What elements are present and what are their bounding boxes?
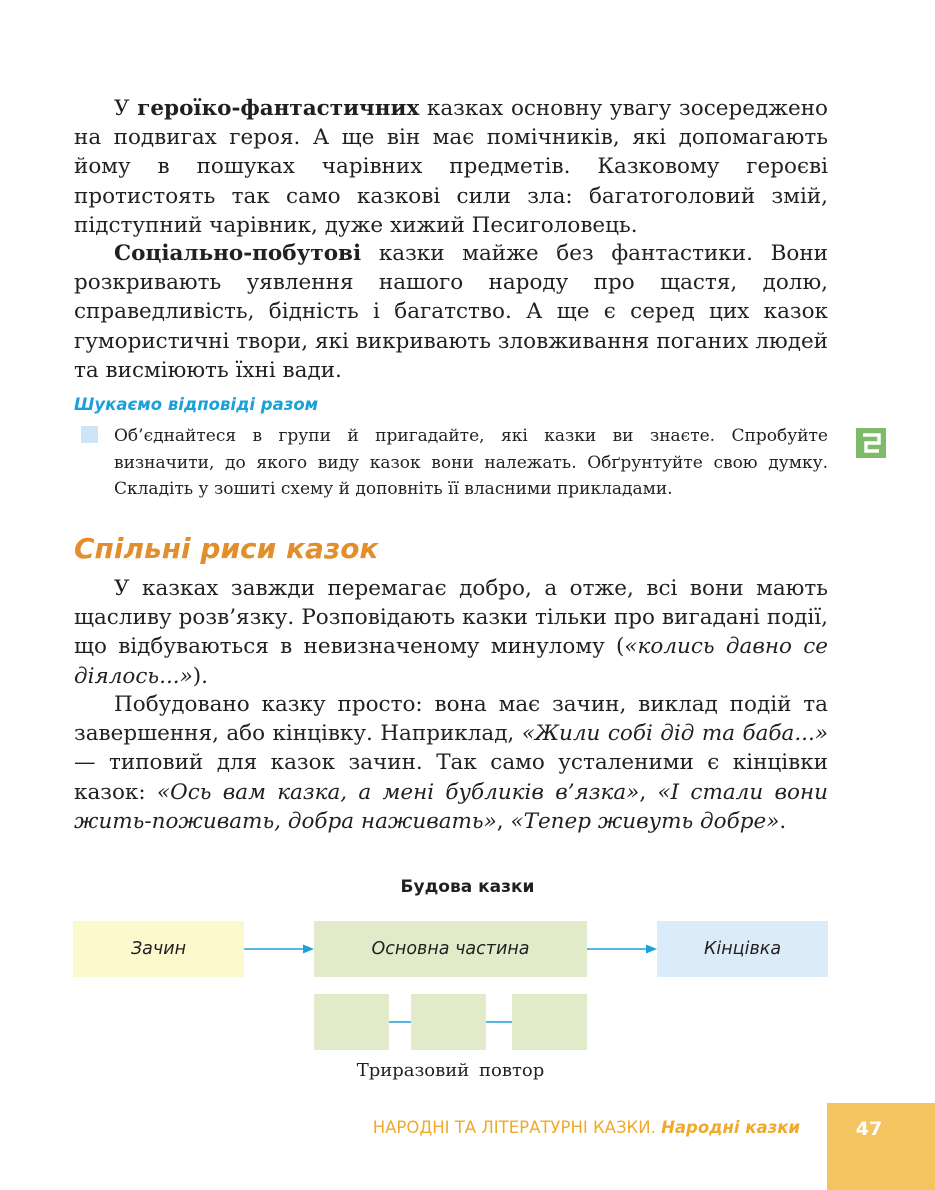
running-footer: [373, 1118, 800, 1137]
text-run: ).: [192, 663, 209, 689]
paragraph-tale-structure: [74, 690, 828, 836]
diagram-box-main-part: Основна частина: [314, 921, 587, 977]
term-heroic-fantastic: героїко-фантастичних: [137, 96, 420, 121]
text-run: У казках завжди перемагає добро, а отже, всі вони мають щасливу розв’язку. Розповідають казки тільки про вигадані події, що відбуваються в невизначеному минулому (: [74, 576, 828, 660]
quote: «Тепер живуть добре»: [510, 808, 780, 834]
text-run: казках основну увагу зосереджено на подвигах героя. А ще він має помічників, які допомагають йому в пошуках чарівних предметів. Казковому героєві протистоять так само казкові сили зла: багатоголовий змій, підступний чарівник, дуже хижий Песиголовець.: [74, 96, 828, 238]
diagram-title: Будова казки: [400, 877, 535, 897]
paragraph-common-features: [74, 574, 828, 691]
diagram-box-ending: Кінцівка: [657, 921, 828, 977]
section-heading: Спільні риси казок: [74, 532, 379, 565]
page-number: 47: [855, 1118, 883, 1140]
text-run: Побудовано казку просто: вона має зачин, виклад подій та завершення, або кінцівку. Наприклад,: [74, 692, 828, 747]
paragraph-heroic-tales: [74, 94, 828, 240]
text-run: У: [114, 96, 138, 121]
quote: «Ось вам казка, а мені бубликів в’язка»: [156, 779, 640, 805]
text-run: — типовий для казок зачин. Так само усталеними є кінцівки казок:: [74, 750, 828, 805]
text-run: казки майже без фантастики. Вони розкривають уявлення нашого народу про щастя, долю, справедливість, бідність і багатство. А ще є серед цих казок гумористичні твори, які викривають зловживання поганих людей та висміюють їхні вади.: [74, 241, 828, 383]
page-number-tab: [827, 1103, 935, 1190]
arrowhead-icon: [646, 945, 657, 954]
quote: «І стали вони жить-поживать, добра наживать»: [74, 779, 828, 834]
arrowhead-icon: [303, 945, 314, 954]
quote: «Жили собі дід та баба...»: [521, 721, 828, 747]
task-marker-icon: [81, 426, 98, 443]
footer-section: НАРОДНІ ТА ЛІТЕРАТУРНІ КАЗКИ.: [372, 1118, 662, 1137]
diagram-repeat-box: [411, 994, 486, 1050]
group-work-icon: [856, 428, 886, 458]
diagram-repeat-label: Триразовий повтор: [356, 1060, 545, 1081]
text-run: ,: [639, 779, 658, 805]
task-heading: Шукаємо відповіді разом: [74, 395, 319, 414]
diagram-repeat-box: [314, 994, 389, 1050]
term-social-everyday: Соціально-побутові: [114, 241, 362, 266]
footer-subsection: Народні казки: [661, 1118, 800, 1137]
quote: «колись давно се діялось...»: [74, 634, 828, 689]
task-text: Об’єднайтеся в групи й пригадайте, які казки ви знаєте. Спробуйте визначити, до якого виду казок вони належать. Обґрунтуйте свою думку. Складіть у зошиті схему й доповніть її власними прикладами.: [114, 426, 828, 499]
diagram-repeat-box: [512, 994, 587, 1050]
text-run: .: [779, 808, 787, 834]
diagram-box-beginning: Зачин: [73, 921, 244, 977]
paragraph-social-tales: [74, 239, 828, 385]
text-run: ,: [496, 808, 511, 834]
